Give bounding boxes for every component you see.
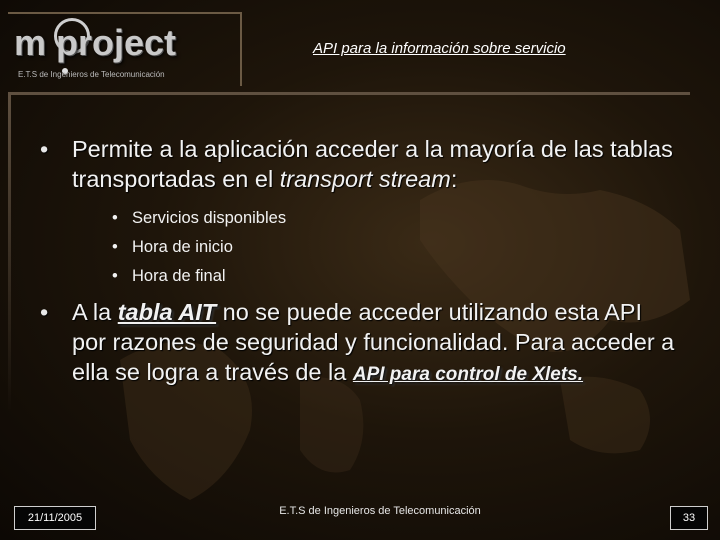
bullet-1-italic: transport stream	[279, 166, 451, 192]
logo-word: m project	[14, 22, 177, 63]
bullet-1-text: Permite a la aplicación acceder a la mayoría de las tablas transportadas en el	[72, 136, 673, 192]
sub-list	[40, 204, 680, 291]
list-item	[112, 262, 680, 291]
page-number: 33	[670, 506, 708, 530]
footer-institution: E.T.S de Ingenieros de Telecomunicación	[279, 505, 481, 517]
bullet-1-end: :	[450, 166, 458, 192]
slide-body	[40, 134, 680, 390]
header-rule	[8, 92, 690, 95]
sub-item-text: Hora de final	[132, 267, 226, 285]
api-control-xlets-link[interactable]: API para control de Xlets.	[352, 364, 584, 385]
bullet-2-text-a: A la	[72, 299, 118, 325]
sub-bullet-dot-icon: •	[112, 238, 118, 256]
bullet-2	[40, 297, 680, 390]
bullet-dot-icon: •	[40, 136, 49, 162]
sub-item-text: Hora de inicio	[132, 238, 233, 256]
left-rule	[8, 92, 11, 412]
bullet-2-text-b: no se puede acceder utilizando esta API por razones de seguridad y funcionalidad. Para acceder a ella se logra a través de la	[72, 299, 675, 385]
logo-subtitle: E.T.S de Ingenieros de Telecomunicación	[18, 70, 165, 79]
mhp-logo	[14, 16, 234, 82]
sub-item-text: Servicios disponibles	[132, 209, 287, 227]
list-item	[112, 204, 680, 233]
slide-title: API para la información sobre servicio	[313, 40, 566, 57]
bullet-dot-icon: •	[40, 299, 49, 325]
sub-bullet-dot-icon: •	[112, 267, 118, 285]
sub-bullet-dot-icon: •	[112, 209, 118, 227]
bullet-1	[40, 134, 680, 194]
footer-date: 21/11/2005	[14, 506, 96, 530]
tabla-ait-link[interactable]: tabla AIT	[117, 299, 217, 325]
list-item	[112, 233, 680, 262]
